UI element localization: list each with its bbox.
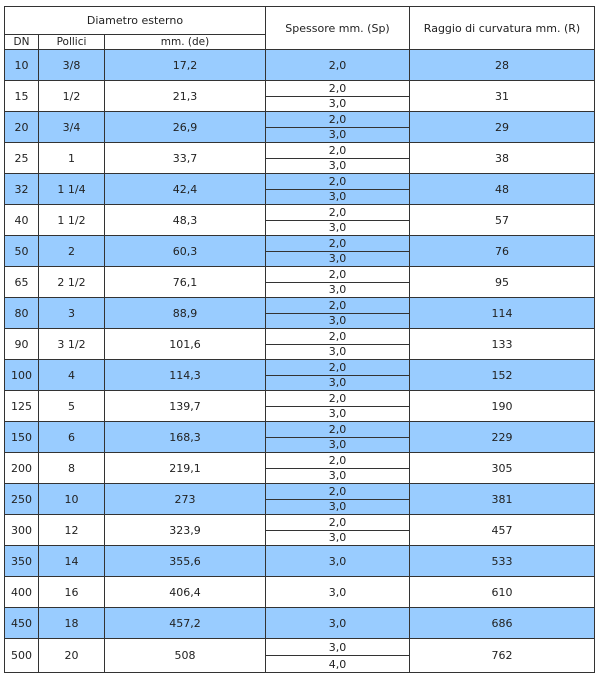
cell-dn: 65 xyxy=(5,267,39,298)
spessore-value: 3,0 xyxy=(266,437,409,453)
cell-dn: 150 xyxy=(5,422,39,453)
table-row xyxy=(5,112,595,143)
cell-raggio: 762 xyxy=(410,639,595,673)
spessore-value: 2,0 xyxy=(328,360,347,374)
cell-dn: 15 xyxy=(5,81,39,112)
cell-dn: 200 xyxy=(5,453,39,484)
cell-pollici: 4 xyxy=(39,360,105,391)
spessore-value: 2,0 xyxy=(328,267,347,281)
spessore-value: 4,0 xyxy=(266,655,409,672)
cell-raggio: 457 xyxy=(410,515,595,546)
cell-dn: 90 xyxy=(5,329,39,360)
spessore-value: 3,0 xyxy=(328,616,347,630)
spessore-value: 3,0 xyxy=(266,189,409,205)
cell-spessore xyxy=(266,267,410,298)
cell-pollici: 3/8 xyxy=(39,50,105,81)
table-row xyxy=(5,236,595,267)
cell-mm: 406,4 xyxy=(105,577,266,608)
cell-raggio: 305 xyxy=(410,453,595,484)
cell-mm: 48,3 xyxy=(105,205,266,236)
cell-spessore xyxy=(266,205,410,236)
cell-spessore xyxy=(266,81,410,112)
cell-spessore xyxy=(266,422,410,453)
cell-raggio: 686 xyxy=(410,608,595,639)
pipe-dimensions-table xyxy=(4,6,595,673)
cell-pollici: 14 xyxy=(39,546,105,577)
cell-raggio: 48 xyxy=(410,174,595,205)
cell-raggio: 57 xyxy=(410,205,595,236)
table-row xyxy=(5,298,595,329)
cell-raggio: 610 xyxy=(410,577,595,608)
cell-pollici: 12 xyxy=(39,515,105,546)
table-row xyxy=(5,143,595,174)
spessore-value: 3,0 xyxy=(328,640,347,654)
spessore-value: 2,0 xyxy=(328,515,347,529)
spessore-value: 3,0 xyxy=(266,499,409,515)
cell-spessore xyxy=(266,236,410,267)
cell-raggio: 76 xyxy=(410,236,595,267)
cell-dn: 250 xyxy=(5,484,39,515)
cell-pollici: 1 xyxy=(39,143,105,174)
cell-mm: 33,7 xyxy=(105,143,266,174)
cell-pollici: 20 xyxy=(39,639,105,673)
spessore-value: 3,0 xyxy=(266,406,409,422)
cell-raggio: 533 xyxy=(410,546,595,577)
cell-dn: 50 xyxy=(5,236,39,267)
cell-spessore xyxy=(266,515,410,546)
cell-pollici: 18 xyxy=(39,608,105,639)
cell-spessore xyxy=(266,360,410,391)
cell-pollici: 5 xyxy=(39,391,105,422)
cell-pollici: 1/2 xyxy=(39,81,105,112)
cell-raggio: 29 xyxy=(410,112,595,143)
header-raggio-curvatura: Raggio di curvatura mm. (R) xyxy=(410,7,595,50)
table-row xyxy=(5,639,595,673)
cell-spessore xyxy=(266,453,410,484)
cell-mm: 101,6 xyxy=(105,329,266,360)
spessore-value: 2,0 xyxy=(328,298,347,312)
cell-raggio: 133 xyxy=(410,329,595,360)
cell-pollici: 3/4 xyxy=(39,112,105,143)
spessore-value: 3,0 xyxy=(266,375,409,391)
spessore-value: 2,0 xyxy=(328,58,347,72)
table-row xyxy=(5,484,595,515)
cell-mm: 219,1 xyxy=(105,453,266,484)
cell-mm: 168,3 xyxy=(105,422,266,453)
table-row xyxy=(5,205,595,236)
cell-mm: 273 xyxy=(105,484,266,515)
spessore-value: 3,0 xyxy=(266,127,409,143)
spessore-value: 3,0 xyxy=(266,530,409,546)
spessore-value: 3,0 xyxy=(266,468,409,484)
table-row xyxy=(5,174,595,205)
cell-dn: 25 xyxy=(5,143,39,174)
table-row xyxy=(5,50,595,81)
header-spessore: Spessore mm. (Sp) xyxy=(266,7,410,50)
cell-dn: 125 xyxy=(5,391,39,422)
cell-dn: 450 xyxy=(5,608,39,639)
cell-dn: 350 xyxy=(5,546,39,577)
cell-mm: 21,3 xyxy=(105,81,266,112)
table-row xyxy=(5,329,595,360)
spessore-value: 2,0 xyxy=(328,453,347,467)
cell-dn: 100 xyxy=(5,360,39,391)
cell-mm: 508 xyxy=(105,639,266,673)
cell-raggio: 152 xyxy=(410,360,595,391)
cell-dn: 32 xyxy=(5,174,39,205)
cell-pollici: 2 xyxy=(39,236,105,267)
table-row xyxy=(5,608,595,639)
cell-mm: 26,9 xyxy=(105,112,266,143)
spessore-value: 2,0 xyxy=(328,143,347,157)
cell-raggio: 31 xyxy=(410,81,595,112)
cell-dn: 20 xyxy=(5,112,39,143)
spessore-value: 3,0 xyxy=(266,220,409,236)
table-row xyxy=(5,577,595,608)
cell-spessore xyxy=(266,391,410,422)
cell-pollici: 1 1/2 xyxy=(39,205,105,236)
cell-pollici: 2 1/2 xyxy=(39,267,105,298)
cell-dn: 400 xyxy=(5,577,39,608)
cell-spessore xyxy=(266,639,410,673)
cell-dn: 80 xyxy=(5,298,39,329)
spessore-value: 2,0 xyxy=(328,391,347,405)
cell-spessore xyxy=(266,112,410,143)
table-row xyxy=(5,81,595,112)
cell-mm: 114,3 xyxy=(105,360,266,391)
cell-spessore xyxy=(266,298,410,329)
cell-pollici: 3 1/2 xyxy=(39,329,105,360)
spessore-value: 3,0 xyxy=(266,251,409,267)
cell-mm: 139,7 xyxy=(105,391,266,422)
spessore-value: 3,0 xyxy=(266,344,409,360)
cell-mm: 323,9 xyxy=(105,515,266,546)
cell-spessore xyxy=(266,484,410,515)
cell-raggio: 381 xyxy=(410,484,595,515)
cell-mm: 42,4 xyxy=(105,174,266,205)
cell-pollici: 3 xyxy=(39,298,105,329)
header-diametro-esterno: Diametro esterno xyxy=(5,7,266,35)
cell-raggio: 229 xyxy=(410,422,595,453)
spessore-value: 2,0 xyxy=(328,329,347,343)
table-row xyxy=(5,360,595,391)
cell-spessore xyxy=(266,546,410,577)
cell-spessore xyxy=(266,50,410,81)
spessore-value: 2,0 xyxy=(328,174,347,188)
cell-pollici: 10 xyxy=(39,484,105,515)
cell-pollici: 6 xyxy=(39,422,105,453)
header-pollici: Pollici xyxy=(39,35,105,50)
spessore-value: 2,0 xyxy=(328,205,347,219)
cell-mm: 17,2 xyxy=(105,50,266,81)
spessore-value: 3,0 xyxy=(328,554,347,568)
spessore-value: 2,0 xyxy=(328,422,347,436)
cell-raggio: 190 xyxy=(410,391,595,422)
cell-spessore xyxy=(266,329,410,360)
cell-raggio: 114 xyxy=(410,298,595,329)
cell-pollici: 16 xyxy=(39,577,105,608)
table-row xyxy=(5,391,595,422)
header-dn: DN xyxy=(5,35,39,50)
spessore-value: 3,0 xyxy=(328,585,347,599)
table-row xyxy=(5,453,595,484)
cell-spessore xyxy=(266,174,410,205)
cell-pollici: 8 xyxy=(39,453,105,484)
table-row xyxy=(5,422,595,453)
cell-dn: 10 xyxy=(5,50,39,81)
cell-spessore xyxy=(266,608,410,639)
spessore-value: 3,0 xyxy=(266,313,409,329)
table-row xyxy=(5,546,595,577)
spessore-value: 2,0 xyxy=(328,484,347,498)
cell-spessore xyxy=(266,143,410,174)
cell-dn: 300 xyxy=(5,515,39,546)
cell-pollici: 1 1/4 xyxy=(39,174,105,205)
spessore-value: 2,0 xyxy=(328,236,347,250)
cell-dn: 40 xyxy=(5,205,39,236)
spessore-value: 2,0 xyxy=(328,112,347,126)
cell-mm: 457,2 xyxy=(105,608,266,639)
spessore-value: 2,0 xyxy=(328,81,347,95)
cell-dn: 500 xyxy=(5,639,39,673)
table-row xyxy=(5,267,595,298)
table-row xyxy=(5,515,595,546)
cell-mm: 76,1 xyxy=(105,267,266,298)
table-body xyxy=(5,50,595,673)
header-mm: mm. (de) xyxy=(105,35,266,50)
cell-raggio: 38 xyxy=(410,143,595,174)
cell-mm: 88,9 xyxy=(105,298,266,329)
spessore-value: 3,0 xyxy=(266,282,409,298)
spessore-value: 3,0 xyxy=(266,96,409,112)
spessore-value: 3,0 xyxy=(266,158,409,174)
cell-raggio: 28 xyxy=(410,50,595,81)
cell-spessore xyxy=(266,577,410,608)
cell-mm: 355,6 xyxy=(105,546,266,577)
cell-raggio: 95 xyxy=(410,267,595,298)
cell-mm: 60,3 xyxy=(105,236,266,267)
